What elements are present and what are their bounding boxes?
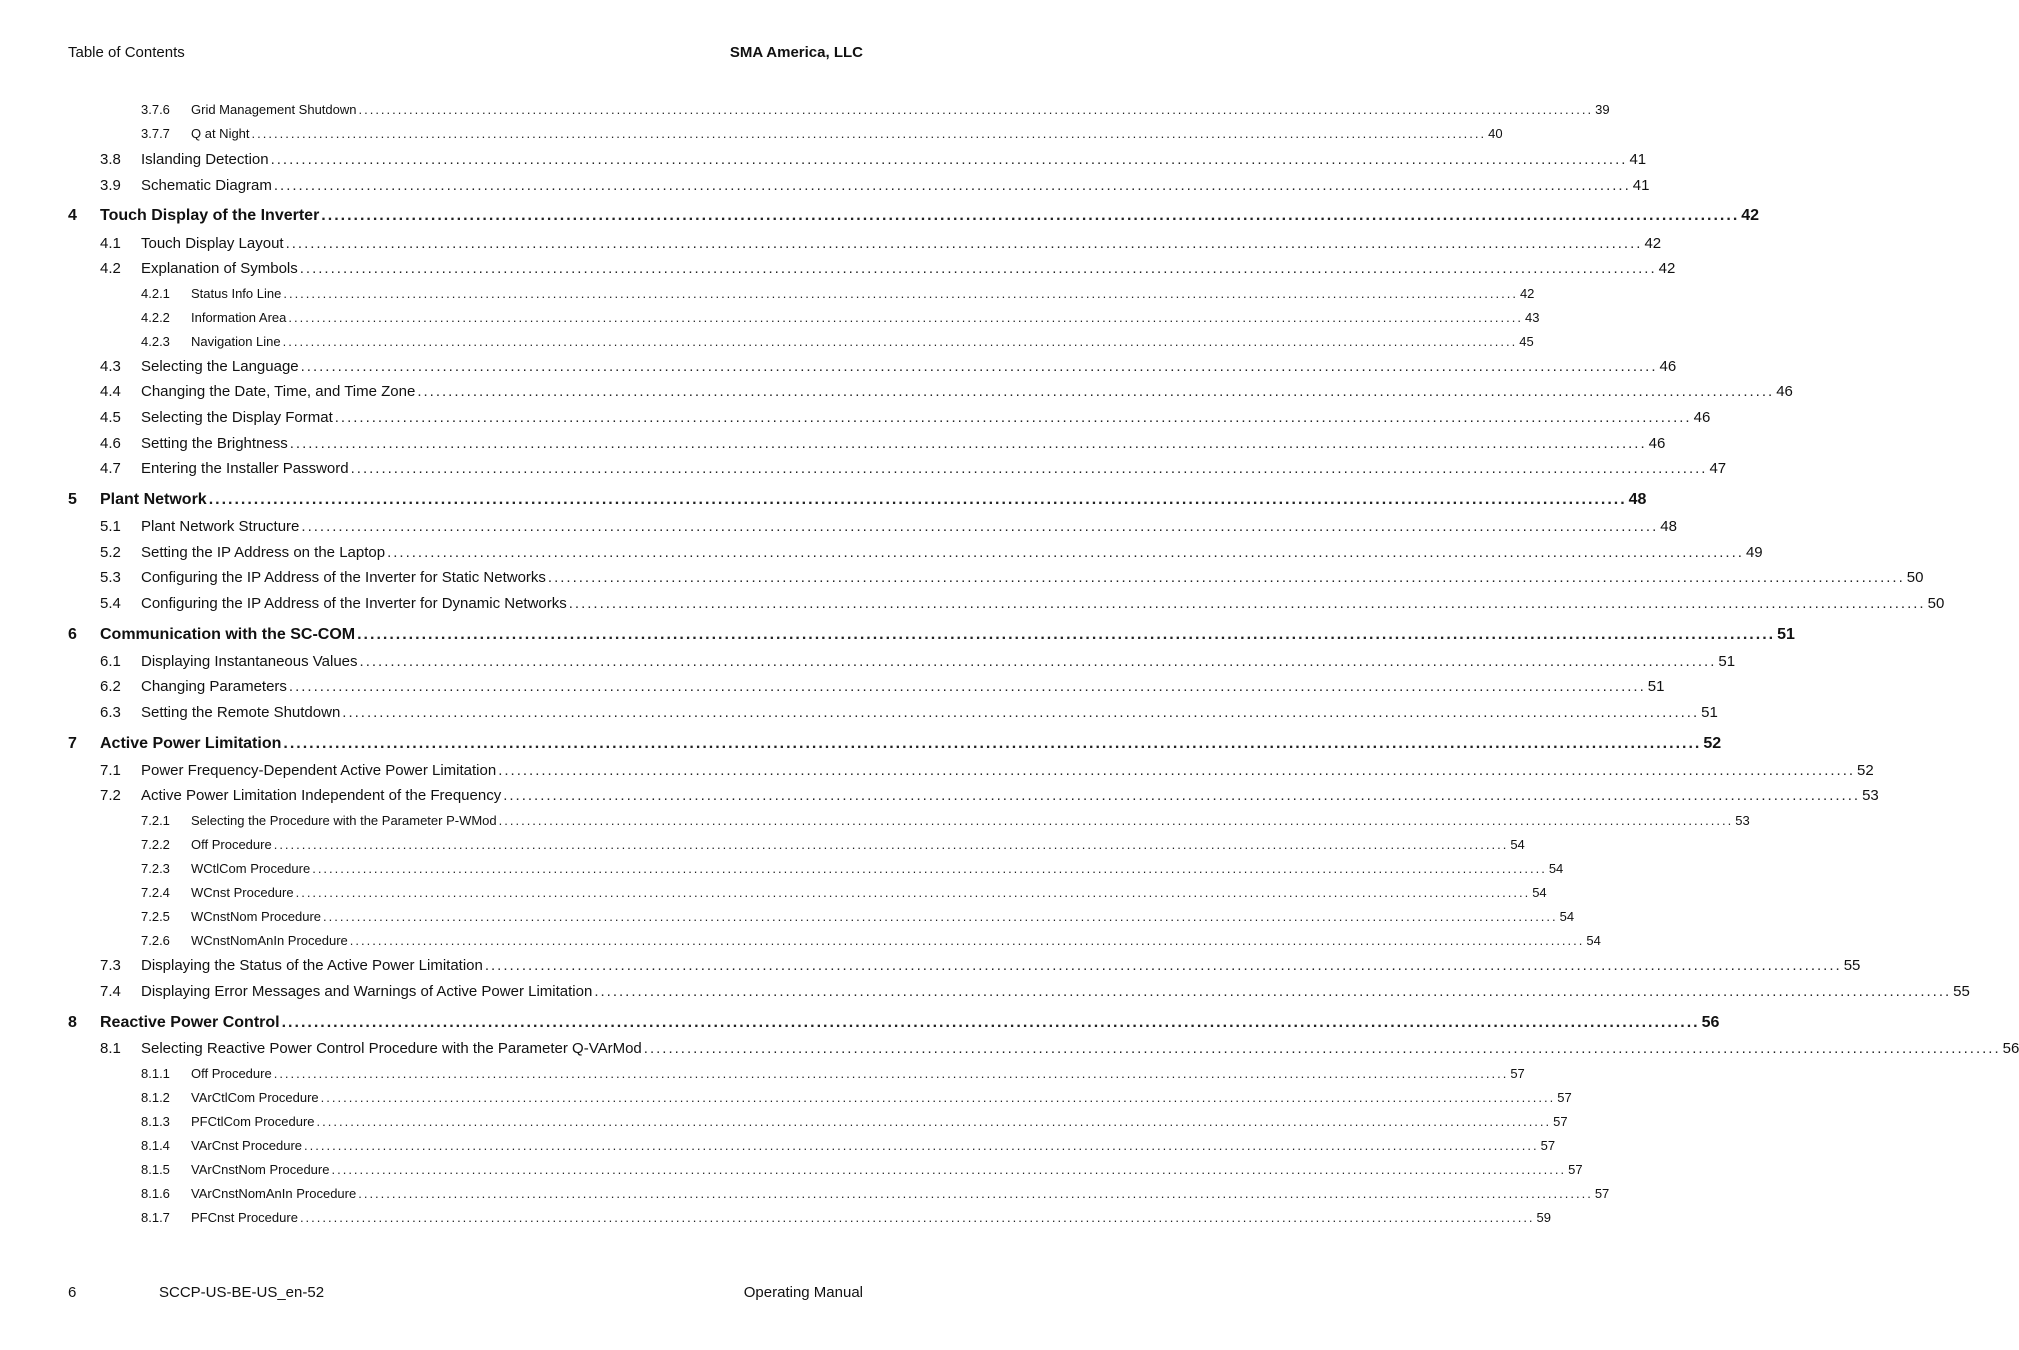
toc-entry-number: 7.3 — [100, 957, 121, 974]
toc-entry-level-2[interactable] — [100, 151, 1647, 168]
toc-entry-level-2[interactable] — [100, 260, 1676, 277]
toc-entry-title: Setting the Brightness — [141, 435, 288, 452]
toc-entry-level-2[interactable] — [100, 762, 1874, 779]
toc-entry-title: Changing Parameters — [141, 678, 287, 695]
toc-entry-level-1[interactable] — [68, 491, 1647, 509]
toc-dot-leader: ............................................................................................................................................................................................................................ — [270, 151, 1628, 168]
toc-entry-title: VArCtlCom Procedure — [191, 1090, 319, 1105]
toc-entry-level-2[interactable] — [100, 787, 1879, 804]
toc-entry-number: 3.7.6 — [141, 102, 170, 117]
toc-dot-leader: ............................................................................................................................................................................................................................ — [484, 957, 1842, 974]
toc-entry-title: Displaying Instantaneous Values — [141, 653, 358, 670]
toc-entry-page: 54 — [1586, 933, 1601, 948]
toc-entry-page: 41 — [1629, 151, 1647, 168]
toc-dot-leader: ............................................................................................................................................................................................................................ — [285, 235, 1643, 252]
footer-page-number: 6 — [68, 1284, 77, 1301]
toc-dot-leader: ............................................................................................................................................................................................................................ — [283, 735, 1702, 752]
toc-entry-number: 8.1.2 — [141, 1090, 170, 1105]
toc-dot-leader: ............................................................................................................................................................................................................................ — [323, 909, 1558, 924]
toc-entry-level-3[interactable] — [141, 909, 1575, 924]
toc-entry-title: Configuring the IP Address of the Inverter for Static Networks — [141, 569, 546, 586]
toc-entry-level-3[interactable] — [141, 286, 1535, 301]
toc-entry-number: 7.1 — [100, 762, 121, 779]
toc-entry-number: 7.2.5 — [141, 909, 170, 924]
toc-entry-level-3[interactable] — [141, 126, 1503, 141]
toc-entry-title: Setting the Remote Shutdown — [141, 704, 341, 721]
toc-entry-page: 49 — [1745, 544, 1763, 561]
toc-entry-page: 55 — [1843, 957, 1861, 974]
toc-entry-title: VArCnstNomAnIn Procedure — [191, 1186, 357, 1201]
toc-entry-title: Grid Management Shutdown — [191, 102, 357, 117]
toc-entry-title: Navigation Line — [191, 334, 281, 349]
toc-entry-number: 7.4 — [100, 983, 121, 1000]
toc-entry-level-1[interactable] — [68, 735, 1722, 753]
toc-dot-leader: ............................................................................................................................................................................................................................ — [547, 569, 1905, 586]
toc-entry-page: 42 — [1658, 260, 1676, 277]
toc-entry-number: 7.2.3 — [141, 861, 170, 876]
toc-entry-page: 57 — [1540, 1138, 1556, 1153]
toc-dot-leader: ............................................................................................................................................................................................................................ — [273, 837, 1509, 852]
toc-entry-number: 7 — [68, 735, 77, 752]
toc-entry-number: 5.4 — [100, 595, 121, 612]
toc-entry-number: 7.2.1 — [141, 813, 170, 828]
toc-dot-leader: ............................................................................................................................................................................................................................ — [503, 787, 1861, 804]
toc-dot-leader: ............................................................................................................................................................................................................................ — [300, 358, 1658, 375]
toc-dot-leader: ............................................................................................................................................................................................................................ — [295, 885, 1531, 900]
toc-entry-page: 53 — [1735, 813, 1750, 828]
toc-entry-number: 8.1.5 — [141, 1162, 170, 1177]
toc-entry-title: Q at Night — [191, 126, 250, 141]
toc-entry-number: 7.2 — [100, 787, 121, 804]
toc-dot-leader: ............................................................................................................................................................................................................................ — [321, 207, 1740, 224]
toc-entry-title: Plant Network Structure — [141, 518, 300, 535]
toc-dot-leader: ............................................................................................................................................................................................................................ — [331, 1162, 1567, 1177]
toc-entry-title: Status Info Line — [191, 286, 282, 301]
toc-entry-number: 4.4 — [100, 383, 121, 400]
toc-entry-page: 42 — [1644, 235, 1662, 252]
toc-entry-title: Changing the Date, Time, and Time Zone — [141, 383, 416, 400]
toc-entry-number: 4.5 — [100, 409, 121, 426]
toc-dot-leader: ............................................................................................................................................................................................................................ — [643, 1040, 2001, 1057]
toc-entry-number: 5.1 — [100, 518, 121, 535]
toc-entry-level-2[interactable] — [100, 704, 1718, 721]
toc-dot-leader: ............................................................................................................................................................................................................................ — [304, 1138, 1539, 1153]
toc-entry-number: 4 — [68, 207, 77, 224]
toc-entry-page: 54 — [1548, 861, 1564, 876]
toc-entry-number: 7.2.6 — [141, 933, 170, 948]
toc-entry-level-2[interactable] — [100, 518, 1677, 535]
toc-entry-level-3[interactable] — [141, 837, 1525, 852]
toc-entry-number: 8.1.4 — [141, 1138, 170, 1153]
toc-dot-leader: ............................................................................................................................................................................................................................ — [417, 383, 1775, 400]
toc-entry-level-3[interactable] — [141, 813, 1750, 828]
toc-entry-level-3[interactable] — [141, 1186, 1610, 1201]
toc-dot-leader: ............................................................................................................................................................................................................................ — [387, 544, 1744, 561]
toc-entry-title: Schematic Diagram — [141, 177, 272, 194]
toc-entry-number: 6 — [68, 626, 77, 643]
toc-entry-number: 8.1.7 — [141, 1210, 170, 1225]
toc-entry-page: 42 — [1741, 207, 1760, 224]
toc-entry-page: 47 — [1709, 460, 1727, 477]
toc-entry-title: WCnstNom Procedure — [191, 909, 322, 924]
toc-entry-title: Displaying the Status of the Active Power Limitation — [141, 957, 483, 974]
toc-entry-page: 39 — [1595, 102, 1610, 117]
toc-entry-number: 7.2.2 — [141, 837, 170, 852]
toc-entry-page: 52 — [1857, 762, 1874, 779]
toc-entry-page: 57 — [1510, 1066, 1525, 1081]
toc-entry-number: 8.1.1 — [141, 1066, 170, 1081]
toc-entry-title: Communication with the SC-COM — [100, 626, 356, 643]
toc-entry-level-3[interactable] — [141, 310, 1540, 325]
toc-entry-level-3[interactable] — [141, 885, 1547, 900]
toc-entry-title: Active Power Limitation — [100, 735, 282, 752]
toc-dot-leader: ............................................................................................................................................................................................................................ — [281, 1014, 1700, 1031]
toc-entry-page: 50 — [1927, 595, 1945, 612]
toc-entry-number: 4.2.1 — [141, 286, 170, 301]
toc-entry-title: Active Power Limitation Independent of the Frequency — [141, 787, 502, 804]
toc-entry-page: 42 — [1519, 286, 1535, 301]
toc-entry-title: Selecting the Language — [141, 358, 299, 375]
toc-entry-level-3[interactable] — [141, 1114, 1568, 1129]
toc-dot-leader: ............................................................................................................................................................................................................................ — [358, 1186, 1593, 1201]
toc-entry-page: 46 — [1693, 409, 1711, 426]
toc-entry-number: 4.2.2 — [141, 310, 170, 325]
toc-entry-number: 6.2 — [100, 678, 121, 695]
running-header-section: Table of Contents — [68, 44, 185, 61]
toc-dot-leader: ............................................................................................................................................................................................................................ — [350, 460, 1708, 477]
toc-entry-title: Plant Network — [100, 491, 207, 508]
toc-entry-title: Information Area — [191, 310, 287, 325]
toc-dot-leader: ............................................................................................................................................................................................................................ — [288, 678, 1646, 695]
toc-entry-title: Touch Display Layout — [141, 235, 284, 252]
toc-entry-title: WCnstNomAnIn Procedure — [191, 933, 348, 948]
toc-dot-leader: ............................................................................................................................................................................................................................ — [349, 933, 1585, 948]
toc-entry-level-1[interactable] — [68, 207, 1760, 225]
toc-dot-leader: ............................................................................................................................................................................................................................ — [316, 1114, 1552, 1129]
toc-entry-level-1[interactable] — [68, 626, 1795, 644]
toc-entry-page: 55 — [1953, 983, 1970, 1000]
toc-entry-page: 51 — [1647, 678, 1665, 695]
toc-dot-leader: ............................................................................................................................................................................................................................ — [301, 518, 1659, 535]
toc-entry-number: 6.3 — [100, 704, 121, 721]
toc-entry-number: 8.1 — [100, 1040, 121, 1057]
toc-entry-title: VArCnstNom Procedure — [191, 1162, 330, 1177]
toc-entry-level-2[interactable] — [100, 653, 1736, 670]
toc-dot-leader: ............................................................................................................................................................................................................................ — [283, 286, 1518, 301]
toc-entry-number: 4.1 — [100, 235, 121, 252]
toc-dot-leader: ............................................................................................................................................................................................................................ — [334, 409, 1692, 426]
toc-entry-level-2[interactable] — [100, 358, 1677, 375]
toc-dot-leader: ............................................................................................................................................................................................................................ — [273, 177, 1631, 194]
toc-entry-number: 4.3 — [100, 358, 121, 375]
toc-entry-page: 43 — [1525, 310, 1540, 325]
toc-entry-level-2[interactable] — [100, 383, 1793, 400]
toc-entry-page: 51 — [1701, 704, 1718, 721]
toc-entry-title: Explanation of Symbols — [141, 260, 298, 277]
toc-dot-leader: ............................................................................................................................................................................................................................ — [342, 704, 1700, 721]
toc-entry-level-3[interactable] — [141, 334, 1534, 349]
toc-entry-level-1[interactable] — [68, 1014, 1720, 1032]
running-header-company: SMA America, LLC — [729, 44, 863, 61]
toc-entry-page: 56 — [2002, 1040, 2019, 1057]
toc-entry-level-2[interactable] — [100, 983, 1970, 1000]
toc-dot-leader: ............................................................................................................................................................................................................................ — [312, 861, 1547, 876]
toc-entry-page: 46 — [1776, 383, 1793, 400]
toc-entry-page: 57 — [1568, 1162, 1583, 1177]
toc-entry-page: 48 — [1660, 518, 1677, 535]
toc-entry-level-2[interactable] — [100, 435, 1666, 452]
toc-entry-title: Selecting Reactive Power Control Procedure with the Parameter Q-VArMod — [141, 1040, 642, 1057]
toc-dot-leader: ............................................................................................................................................................................................................................ — [208, 491, 1627, 508]
toc-entry-number: 4.2 — [100, 260, 121, 277]
toc-entry-page: 45 — [1519, 334, 1534, 349]
toc-dot-leader: ............................................................................................................................................................................................................................ — [359, 653, 1717, 670]
toc-entry-page: 57 — [1557, 1090, 1572, 1105]
toc-entry-level-2[interactable] — [100, 595, 1945, 612]
toc-entry-title: Selecting the Display Format — [141, 409, 333, 426]
toc-dot-leader: ............................................................................................................................................................................................................................ — [357, 626, 1776, 643]
toc-entry-page: 51 — [1777, 626, 1795, 643]
toc-entry-number: 8.1.3 — [141, 1114, 170, 1129]
toc-entry-title: VArCnst Procedure — [191, 1138, 303, 1153]
toc-entry-title: Selecting the Procedure with the Parameter P-WMod — [191, 813, 497, 828]
toc-dot-leader: ............................................................................................................................................................................................................................ — [320, 1090, 1556, 1105]
toc-entry-page: 46 — [1659, 358, 1677, 375]
toc-dot-leader: ............................................................................................................................................................................................................................ — [594, 983, 1952, 1000]
toc-entry-level-3[interactable] — [141, 102, 1610, 117]
toc-entry-level-2[interactable] — [100, 569, 1924, 586]
toc-entry-title: Setting the IP Address on the Laptop — [141, 544, 386, 561]
toc-entry-title: PFCnst Procedure — [191, 1210, 298, 1225]
toc-entry-level-2[interactable] — [100, 235, 1662, 252]
toc-entry-title: Configuring the IP Address of the Inverter for Dynamic Networks — [141, 595, 567, 612]
toc-entry-level-3[interactable] — [141, 933, 1601, 948]
toc-dot-leader: ............................................................................................................................................................................................................................ — [273, 1066, 1509, 1081]
toc-entry-number: 7.2.4 — [141, 885, 170, 900]
toc-entry-title: Off Procedure — [191, 1066, 272, 1081]
toc-entry-page: 46 — [1648, 435, 1666, 452]
toc-dot-leader: ............................................................................................................................................................................................................................ — [358, 102, 1594, 117]
toc-entry-number: 4.2.3 — [141, 334, 170, 349]
toc-entry-title: Displaying Error Messages and Warnings of Active Power Limitation — [141, 983, 593, 1000]
toc-entry-title: Power Frequency-Dependent Active Power Limitation — [141, 762, 497, 779]
toc-entry-page: 56 — [1701, 1014, 1720, 1031]
toc-entry-page: 41 — [1632, 177, 1650, 194]
toc-dot-leader: ............................................................................................................................................................................................................................ — [282, 334, 1518, 349]
toc-dot-leader: ............................................................................................................................................................................................................................ — [498, 762, 1856, 779]
toc-entry-level-3[interactable] — [141, 1090, 1572, 1105]
toc-entry-title: Islanding Detection — [141, 151, 269, 168]
toc-entry-number: 5.3 — [100, 569, 121, 586]
toc-entry-number: 4.6 — [100, 435, 121, 452]
toc-entry-page: 54 — [1559, 909, 1575, 924]
toc-entry-level-3[interactable] — [141, 1066, 1525, 1081]
toc-dot-leader: ............................................................................................................................................................................................................................ — [299, 260, 1657, 277]
toc-entry-number: 3.8 — [100, 151, 121, 168]
toc-entry-page: 57 — [1594, 1186, 1610, 1201]
toc-entry-page: 50 — [1906, 569, 1924, 586]
toc-entry-level-3[interactable] — [141, 1162, 1583, 1177]
toc-entry-title: WCtlCom Procedure — [191, 861, 311, 876]
toc-entry-level-2[interactable] — [100, 1040, 2019, 1057]
toc-entry-number: 8 — [68, 1014, 77, 1031]
toc-entry-page: 54 — [1510, 837, 1525, 852]
toc-entry-number: 5 — [68, 491, 77, 508]
footer-document-id: SCCP-US-BE-US_en-52 — [159, 1284, 325, 1301]
toc-entry-level-2[interactable] — [100, 409, 1711, 426]
toc-entry-level-2[interactable] — [100, 957, 1861, 974]
toc-dot-leader: ............................................................................................................................................................................................................................ — [568, 595, 1926, 612]
toc-entry-level-2[interactable] — [100, 544, 1763, 561]
toc-entry-level-3[interactable] — [141, 1210, 1552, 1225]
toc-entry-page: 51 — [1718, 653, 1736, 670]
toc-entry-level-3[interactable] — [141, 861, 1564, 876]
toc-entry-page: 54 — [1532, 885, 1547, 900]
toc-entry-page: 59 — [1536, 1210, 1552, 1225]
toc-entry-title: Touch Display of the Inverter — [100, 207, 320, 224]
toc-entry-title: Off Procedure — [191, 837, 272, 852]
toc-entry-page: 48 — [1628, 491, 1647, 508]
toc-entry-title: PFCtlCom Procedure — [191, 1114, 315, 1129]
toc-entry-level-2[interactable] — [100, 460, 1727, 477]
toc-entry-title: Reactive Power Control — [100, 1014, 280, 1031]
toc-entry-page: 53 — [1862, 787, 1879, 804]
toc-entry-title: WCnst Procedure — [191, 885, 294, 900]
toc-dot-leader: ............................................................................................................................................................................................................................ — [288, 310, 1523, 325]
toc-entry-page: 40 — [1488, 126, 1503, 141]
toc-entry-number: 4.7 — [100, 460, 121, 477]
toc-entry-level-2[interactable] — [100, 678, 1665, 695]
footer-document-title: Operating Manual — [743, 1284, 863, 1301]
toc-entry-title: Entering the Installer Password — [141, 460, 349, 477]
toc-dot-leader: ............................................................................................................................................................................................................................ — [498, 813, 1734, 828]
toc-entry-page: 57 — [1553, 1114, 1568, 1129]
toc-entry-number: 8.1.6 — [141, 1186, 170, 1201]
toc-entry-number: 3.7.7 — [141, 126, 170, 141]
toc-entry-number: 6.1 — [100, 653, 121, 670]
toc-entry-level-2[interactable] — [100, 177, 1650, 194]
toc-dot-leader: ............................................................................................................................................................................................................................ — [289, 435, 1647, 452]
toc-entry-page: 52 — [1703, 735, 1722, 752]
toc-entry-number: 5.2 — [100, 544, 121, 561]
toc-entry-level-3[interactable] — [141, 1138, 1556, 1153]
toc-dot-leader: ............................................................................................................................................................................................................................ — [299, 1210, 1535, 1225]
toc-entry-number: 3.9 — [100, 177, 121, 194]
toc-dot-leader: ............................................................................................................................................................................................................................ — [251, 126, 1487, 141]
